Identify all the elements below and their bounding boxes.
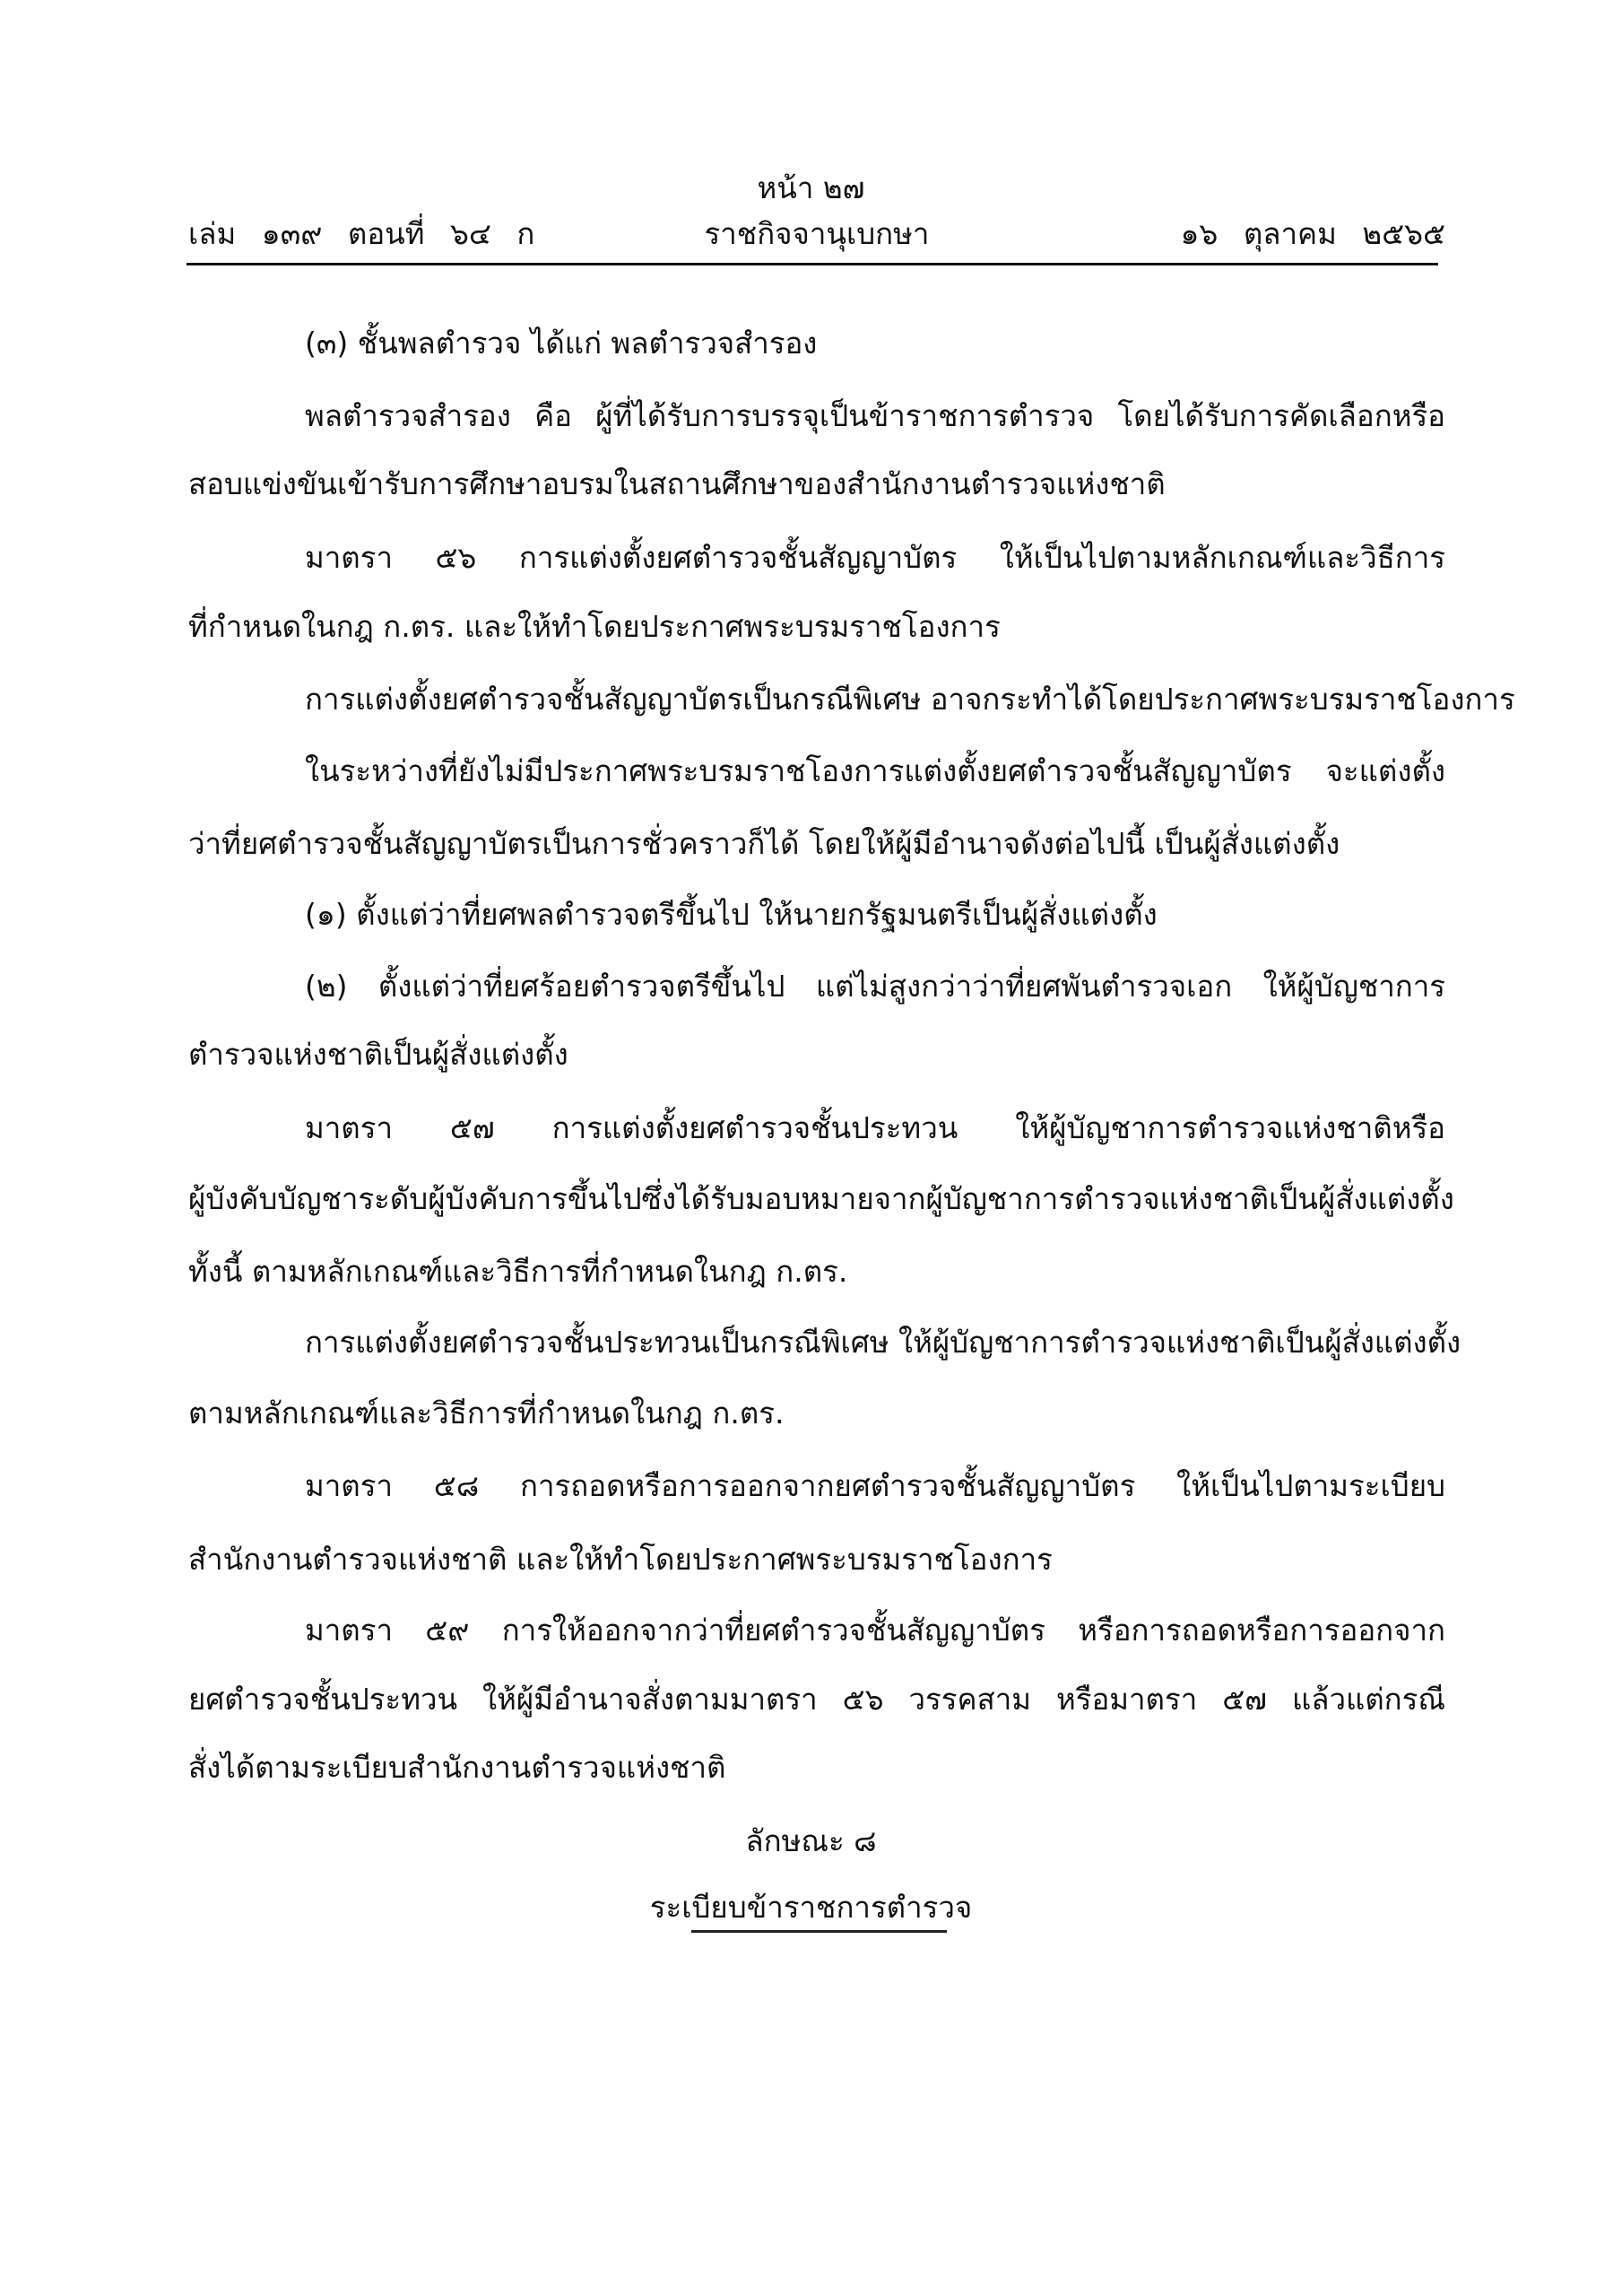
section-heading: ลักษณะ ๘	[745, 1823, 877, 1858]
running-header	[188, 212, 1445, 257]
section-divider	[691, 1930, 947, 1933]
paragraph-line: มาตรา ๕๘ การถอดหรือการออกจากยศตำรวจชั้นสัญญาบัตร ให้เป็นไปตามระเบียบ	[305, 1468, 1445, 1503]
publication-title: ราชกิจจานุเบกษา	[704, 216, 930, 251]
paragraph-line: ตามหลักเกณฑ์และวิธีการที่กำหนดในกฎ ก.ตร.	[188, 1396, 785, 1431]
paragraph-line: ทั้งนี้ ตามหลักเกณฑ์และวิธีการที่กำหนดในกฎ ก.ตร.	[188, 1254, 848, 1289]
paragraph-line: สั่งได้ตามระเบียบสำนักงานตำรวจแห่งชาติ	[188, 1750, 726, 1785]
paragraph-line: ยศตำรวจชั้นประทวน ให้ผู้มีอำนาจสั่งตามมาตรา ๕๖ วรรคสาม หรือมาตรา ๕๗ แล้วแต่กรณี	[188, 1682, 1445, 1717]
header-divider	[186, 263, 1438, 265]
paragraph-line: สำนักงานตำรวจแห่งชาติ และให้ทำโดยประกาศพระบรมราชโองการ	[188, 1542, 1053, 1577]
page-number: หน้า ๒๗	[757, 170, 865, 205]
paragraph-line: ผู้บังคับบัญชาระดับผู้บังคับการขึ้นไปซึ่งได้รับมอบหมายจากผู้บัญชาการตำรวจแห่งชาติเป็นผู้สั่งแต่งตั้ง	[188, 1181, 1454, 1216]
section-title: ระเบียบข้าราชการตำรวจ	[649, 1890, 973, 1925]
paragraph-line: พลตำรวจสำรอง คือ ผู้ที่ได้รับการบรรจุเป็นข้าราชการตำรวจ โดยได้รับการคัดเลือกหรือ	[305, 398, 1445, 433]
paragraph-line: ในระหว่างที่ยังไม่มีประกาศพระบรมราชโองการแต่งตั้งยศตำรวจชั้นสัญญาบัตร จะแต่งตั้ง	[305, 753, 1445, 788]
paragraph-line: มาตรา ๕๙ การให้ออกจากว่าที่ยศตำรวจชั้นสัญญาบัตร หรือการถอดหรือการออกจาก	[305, 1613, 1445, 1648]
paragraph-line: (๑) ตั้งแต่ว่าที่ยศพลตำรวจตรีขึ้นไป ให้นายกรัฐมนตรีเป็นผู้สั่งแต่งตั้ง	[305, 897, 1158, 932]
paragraph-line: ที่กำหนดในกฎ ก.ตร. และให้ทำโดยประกาศพระบรมราชโองการ	[188, 609, 1001, 644]
paragraph-line: การแต่งตั้งยศตำรวจชั้นสัญญาบัตรเป็นกรณีพิเศษ อาจกระทำได้โดยประกาศพระบรมราชโองการ	[305, 682, 1515, 717]
paragraph-line: ว่าที่ยศตำรวจชั้นสัญญาบัตรเป็นการชั่วคราวก็ได้ โดยให้ผู้มีอำนาจดังต่อไปนี้ เป็นผู้สั่งแต่งตั้ง	[188, 826, 1340, 861]
paragraph-line: (๓) ชั้นพลตำรวจ ได้แก่ พลตำรวจสำรอง	[305, 326, 818, 361]
paragraph-line: การแต่งตั้งยศตำรวจชั้นประทวนเป็นกรณีพิเศษ ให้ผู้บัญชาการตำรวจแห่งชาติเป็นผู้สั่งแต่งตั้ง	[305, 1325, 1462, 1360]
publication-date: ๑๖ ตุลาคม ๒๕๖๕	[1180, 216, 1445, 251]
paragraph-line: มาตรา ๕๖ การแต่งตั้งยศตำรวจชั้นสัญญาบัตร ให้เป็นไปตามหลักเกณฑ์และวิธีการ	[305, 540, 1445, 575]
volume-issue: เล่ม ๑๓๙ ตอนที่ ๖๔ ก	[188, 216, 535, 251]
paragraph-line: ตำรวจแห่งชาติเป็นผู้สั่งแต่งตั้ง	[188, 1037, 568, 1072]
paragraph-line: สอบแข่งขันเข้ารับการศึกษาอบรมในสถานศึกษาของสำนักงานตำรวจแห่งชาติ	[188, 466, 1166, 501]
paragraph-line: (๒) ตั้งแต่ว่าที่ยศร้อยตำรวจตรีขึ้นไป แต่ไม่สูงกว่าว่าที่ยศพันตำรวจเอก ให้ผู้บัญชาการ	[305, 969, 1445, 1004]
paragraph-line: มาตรา ๕๗ การแต่งตั้งยศตำรวจชั้นประทวน ให้ผู้บัญชาการตำรวจแห่งชาติหรือ	[305, 1110, 1445, 1145]
